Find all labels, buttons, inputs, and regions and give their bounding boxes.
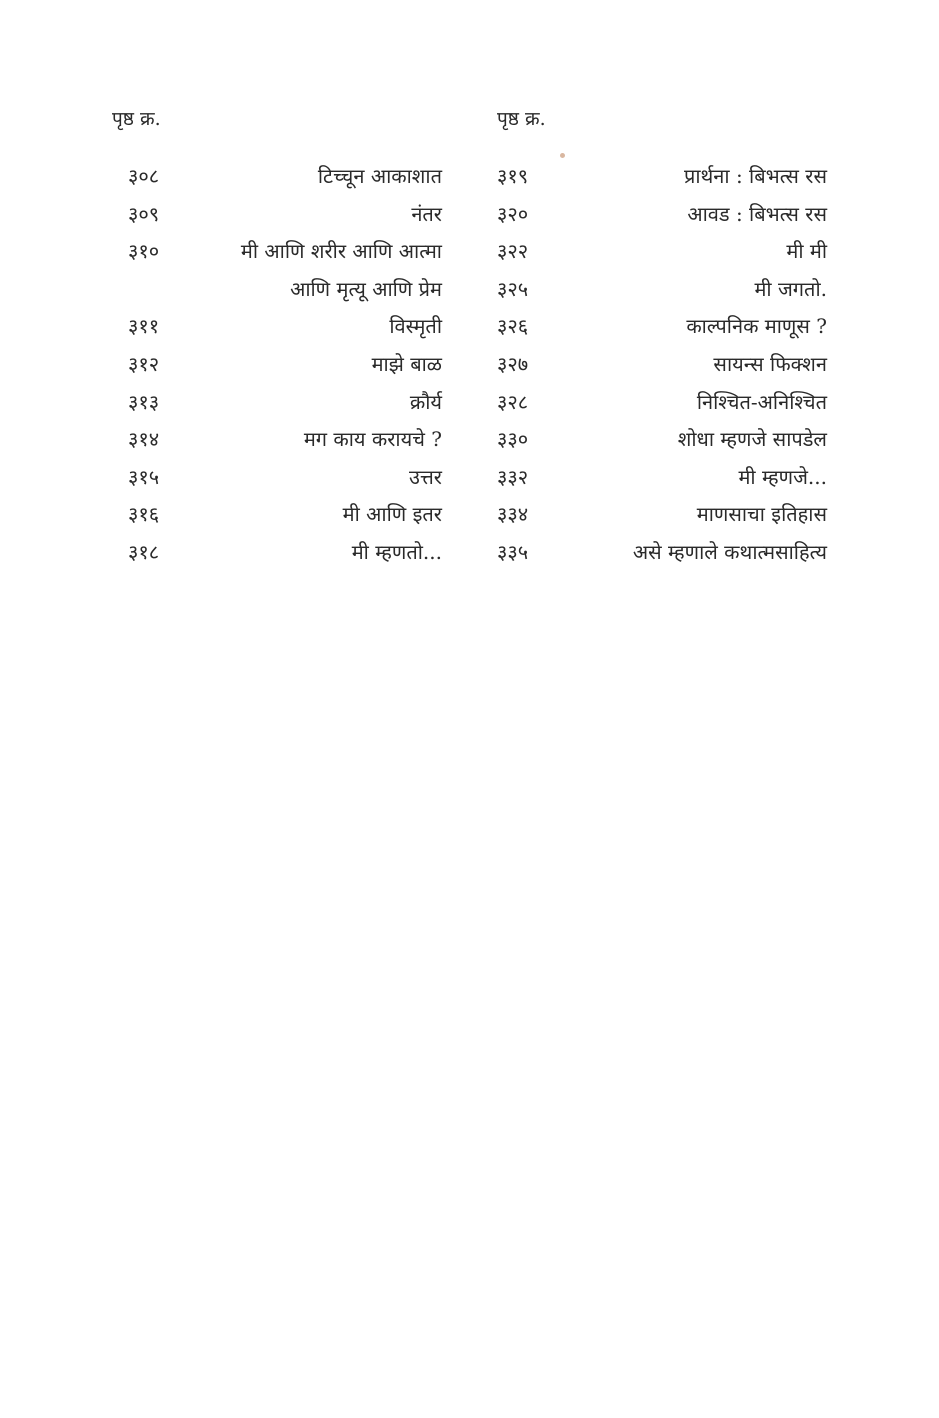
entry-page-number: ३१८: [128, 539, 160, 564]
toc-entry: [112, 421, 442, 459]
entry-page-number: ३२६: [497, 314, 529, 339]
entry-page-number: ३२५: [497, 276, 529, 301]
toc-entry: [497, 459, 827, 497]
entry-page-number: ३१२: [128, 351, 160, 376]
entry-page-number: ३३०: [497, 427, 529, 452]
entry-page-number: ३१६: [128, 502, 160, 527]
entry-page-number: ३२८: [497, 389, 529, 414]
entry-page-number: ३०९: [128, 201, 160, 226]
column-header-left: पृष्ठ क्र.: [112, 108, 161, 130]
entry-title: माझे बाळ: [371, 351, 442, 376]
toc-entry: [112, 308, 442, 346]
toc-entry: [497, 158, 827, 196]
toc-entry: [497, 233, 827, 271]
toc-entry: [112, 496, 442, 534]
entry-page-number: ३११: [128, 314, 160, 339]
entry-page-number: ३३५: [497, 539, 529, 564]
entry-title: प्रार्थना : बिभत्स रस: [683, 164, 827, 188]
entry-title: आवड : बिभत्स रस: [687, 201, 827, 226]
entry-title: माणसाचा इतिहास: [696, 502, 827, 527]
paper-speck: [560, 153, 565, 158]
entry-title: सायन्स फिक्शन: [713, 351, 827, 376]
entry-title: विस्मृती: [389, 314, 442, 339]
entry-title: मी आणि इतर: [342, 502, 442, 527]
entry-title: मग काय करायचे ?: [303, 427, 442, 452]
toc-entry: [497, 196, 827, 234]
entry-title: मी आणि शरीर आणि आत्मा: [240, 239, 442, 264]
entry-title: मी मी: [786, 239, 827, 264]
toc-entry: [497, 534, 827, 572]
entry-title: मी म्हणजे...: [738, 464, 827, 489]
contents-column-right: [497, 104, 827, 572]
entry-title: आणि मृत्यू आणि प्रेम: [290, 276, 442, 301]
entry-title: क्रौर्य: [409, 389, 442, 414]
toc-entry: [112, 384, 442, 422]
entry-title: नंतर: [411, 201, 442, 226]
entry-title: टिच्चून आकाशात: [317, 164, 442, 188]
entry-title: मी जगतो.: [754, 276, 827, 301]
entry-title: शोधा म्हणजे सापडेल: [677, 427, 827, 452]
toc-entry: [112, 233, 442, 271]
entry-page-number: ३१९: [497, 164, 529, 188]
toc-entry: [497, 496, 827, 534]
entry-page-number: ३१३: [128, 389, 160, 414]
entry-page-number: ३१०: [128, 239, 160, 264]
toc-entry: [497, 308, 827, 346]
toc-entry: [112, 158, 442, 196]
entry-page-number: ३०८: [128, 164, 160, 188]
toc-entry: [497, 421, 827, 459]
entry-page-number: ३३२: [497, 464, 529, 489]
toc-entry: [497, 346, 827, 384]
entry-page-number: ३१४: [128, 427, 160, 452]
entry-title: काल्पनिक माणूस ?: [686, 314, 827, 339]
entry-title: असे म्हणाले कथात्मसाहित्य: [632, 539, 827, 564]
entry-title: निश्चित-अनिश्चित: [696, 389, 827, 414]
toc-entry: [497, 384, 827, 422]
entry-page-number: ३२०: [497, 201, 529, 226]
toc-entry: [112, 534, 442, 572]
entry-page-number: ३२७: [497, 351, 529, 376]
entry-page-number: ३२२: [497, 239, 529, 264]
toc-entry: [112, 459, 442, 497]
toc-entry: [112, 346, 442, 384]
column-header-right: पृष्ठ क्र.: [497, 108, 546, 130]
entry-title: उत्तर: [409, 464, 442, 489]
toc-entry: [112, 196, 442, 234]
entry-page-number: ३३४: [497, 502, 529, 527]
toc-entry-continuation: [112, 271, 442, 309]
entry-page-number: ३१५: [128, 464, 160, 489]
entry-title: मी म्हणतो...: [351, 539, 442, 564]
toc-entry: [497, 271, 827, 309]
contents-column-left: [112, 104, 442, 572]
